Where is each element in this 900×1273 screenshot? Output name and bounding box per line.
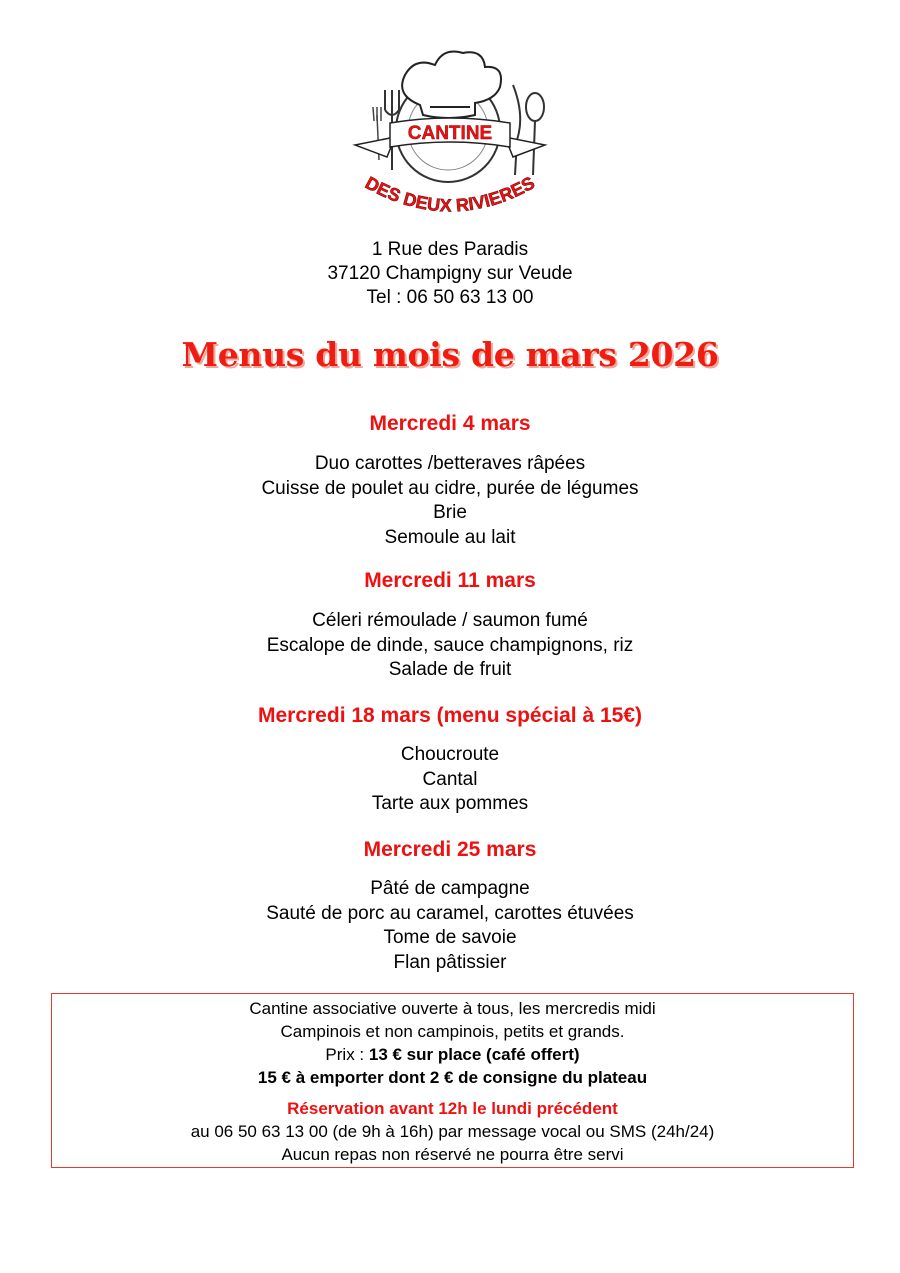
address-phone: Tel : 06 50 63 13 00: [366, 287, 534, 308]
menu-item: Tarte aux pommes: [371, 793, 529, 814]
menu-item: Tome de savoie: [383, 927, 517, 948]
price-label: Prix :: [325, 1045, 369, 1064]
menu-item: Semoule au lait: [384, 526, 516, 548]
knife-icon: [513, 85, 520, 175]
logo-top-text: CANTINE: [407, 123, 493, 144]
menu-items-list: [0, 609, 900, 683]
menu-item: Cantal: [422, 768, 478, 790]
chef-hat-icon: [402, 52, 501, 119]
price-takeaway: 15 € à emporter dont 2 € de consigne du plateau: [257, 1068, 648, 1087]
cantine-logo: [335, 45, 565, 230]
address-street: 1 Rue des Paradis: [371, 239, 529, 260]
price-line: [52, 1043, 853, 1066]
menu-items-list: [0, 452, 900, 550]
menu-day-heading: Mercredi 4 mars: [369, 412, 531, 435]
menu-item: Céleri rémoulade / saumon fumé: [312, 610, 588, 631]
info-line: Campinois et non campinois, petits et grands.: [280, 1022, 625, 1041]
address-block: [0, 238, 900, 310]
menu-item: Escalope de dinde, sauce champignons, riz: [266, 634, 634, 656]
contact-line: au 06 50 63 13 00 (de 9h à 16h) par message vocal ou SMS (24h/24): [190, 1122, 715, 1141]
menu-day-heading: Mercredi 11 mars: [364, 569, 536, 592]
menu-day-heading: Mercredi 18 mars (menu spécial à 15€): [257, 704, 643, 727]
menu-item: Brie: [433, 502, 467, 523]
spoon-icon: [526, 93, 544, 175]
menu-item: Pâté de campagne: [370, 878, 530, 899]
info-line: Cantine associative ouverte à tous, les mercredis midi: [249, 999, 656, 1018]
price-onsite: 13 € sur place (café offert): [368, 1045, 580, 1064]
menu-item: Salade de fruit: [388, 659, 512, 680]
menu-item: Flan pâtissier: [393, 951, 507, 973]
menu-items-list: [0, 877, 900, 975]
menu-items-list: [0, 743, 900, 817]
page-title: Menus du mois de mars 2026: [181, 335, 719, 374]
logo-arc-text: DES DEUX RIVIERES: [362, 172, 538, 216]
notice-line: Aucun repas non réservé ne pourra être servi: [281, 1145, 624, 1164]
reservation-notice: Réservation avant 12h le lundi précédent: [287, 1099, 618, 1118]
info-box: [51, 993, 854, 1168]
menu-item: Cuisse de poulet au cidre, purée de légumes: [261, 477, 639, 499]
menu-item: Duo carottes /betteraves râpées: [314, 453, 586, 474]
address-city: 37120 Champigny sur Veude: [327, 263, 573, 284]
menu-item: Sauté de porc au caramel, carottes étuvées: [266, 902, 634, 924]
menu-item: Choucroute: [400, 744, 500, 765]
menu-day-heading: Mercredi 25 mars: [363, 838, 537, 861]
